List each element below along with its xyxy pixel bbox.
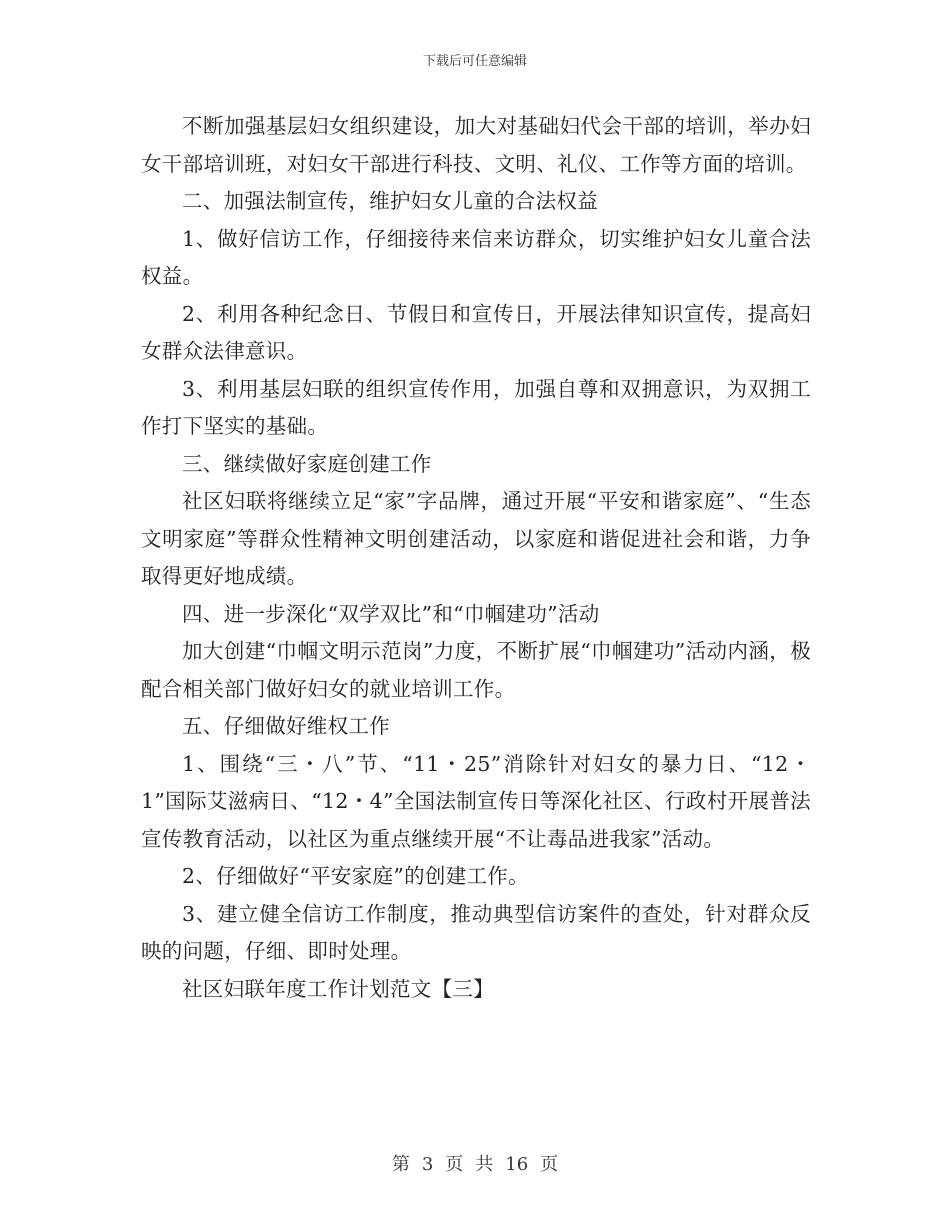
page-footer-prefix: 第 [391,1154,410,1175]
page-footer-page-word: 页 [445,1154,464,1175]
total-page-count: 16 [505,1154,529,1175]
current-page-number: 3 [421,1154,434,1175]
document-title-heading: 社区妇联年度工作计划范文【三】 [182,976,494,1001]
page-header: 下载后可任意编辑 [422,54,527,69]
section-heading: 三、继续做好家庭创建工作 [182,451,432,476]
list-item: 1、围绕“三・八”节、“11・25”消除针对妇女的暴力日、“12・1”国际艾滋病日、“12・4”全国法制宣传日等深化社区、行政村开展普法宣传教育活动，以社区为重点继续开展“不让毒品进我家”活动。 [141,751,811,851]
page-footer [0,1150,950,1176]
paragraph: 社区妇联将继续立足“家”字品牌，通过开展“平安和谐家庭”、“生态文明家庭”等群众性精神文明创建活动，以家庭和谐促进社会和谐，力争取得更好地成绩。 [141,489,811,588]
list-item: 3、利用基层妇联的组织宣传作用，加强自尊和双拥意识，为双拥工作打下坚实的基础。 [141,376,811,438]
paragraph: 不断加强基层妇女组织建设，加大对基础妇代会干部的培训，举办妇女干部培训班，对妇女干部进行科技、文明、礼仪、工作等方面的培训。 [141,114,811,176]
list-item: 3、建立健全信访工作制度，推动典型信访案件的查处，针对群众反映的问题，仔细、即时处理。 [141,901,811,963]
document-body [141,108,811,1008]
list-item: 2、仔细做好“平安家庭”的创建工作。 [182,864,529,888]
section-heading: 五、仔细做好维权工作 [182,714,390,738]
page-footer-total-word: 共 [475,1154,494,1175]
list-item: 2、利用各种纪念日、节假日和宣传日，开展法律知识宣传，提高妇女群众法律意识。 [141,301,811,363]
paragraph: 加大创建“巾帼文明示范岗”力度，不断扩展“巾帼建功”活动内涵，极配合相关部门做好妇女的就业培训工作。 [141,639,811,701]
page-footer-suffix: 页 [540,1154,559,1175]
list-item: 1、做好信访工作，仔细接待来信来访群众，切实维护妇女儿童合法权益。 [141,226,811,288]
section-heading: 二、加强法制宣传，维护妇女儿童的合法权益 [182,189,598,213]
section-heading: 四、进一步深化“双学双比”和“巾帼建功”活动 [182,601,600,626]
